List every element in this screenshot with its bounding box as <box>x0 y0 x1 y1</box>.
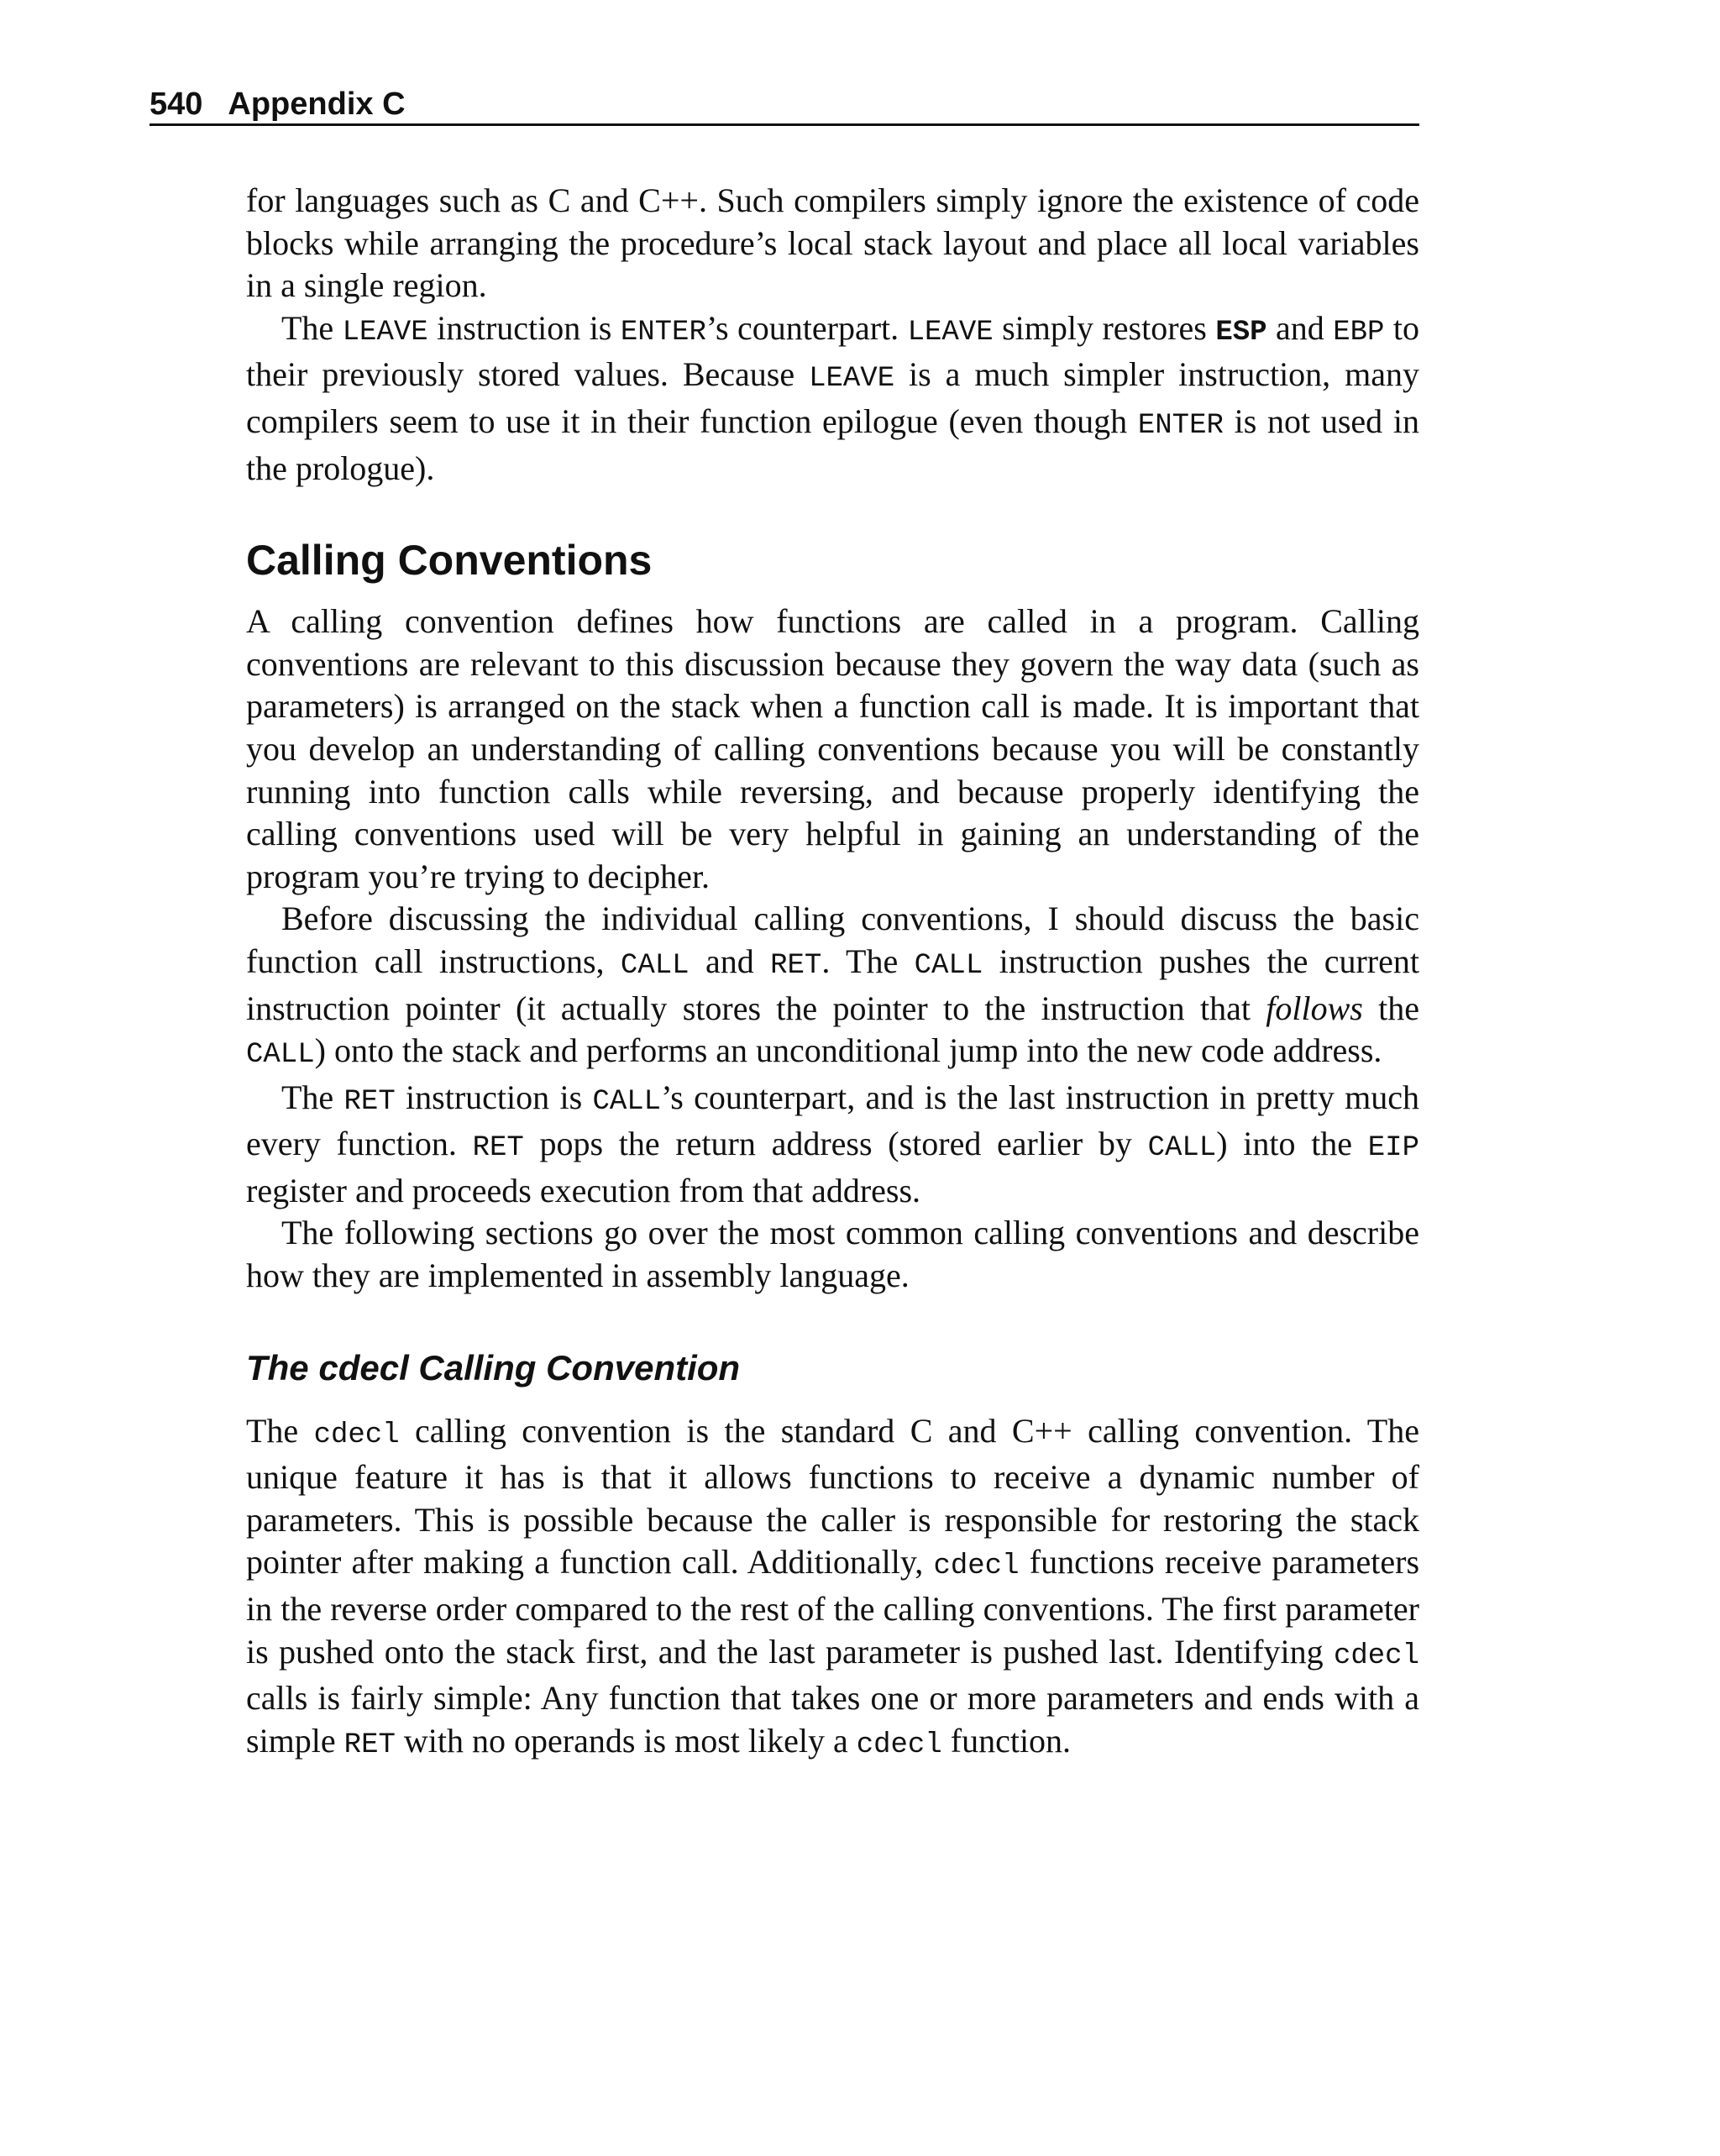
text-run: pops the return address (stored earlier by <box>523 1125 1148 1163</box>
text-run: calling convention is the standard C and C++ calling convention. The unique feature it has is that it allows functions to receive a dynamic number of parameters. This is possible because the caller is responsible for restoring the stack pointer after making a function call. Additionally, <box>246 1411 1419 1582</box>
inline-code: ENTER <box>1137 409 1224 442</box>
text-run: calls is fairly simple: Any function that takes one or more parameters and ends with a simple <box>246 1679 1419 1760</box>
text-run: ’s counterpart. <box>705 308 908 347</box>
page-number: 540 <box>149 87 203 122</box>
inline-code: CALL <box>246 1039 315 1072</box>
paragraph-ret-instruction <box>246 1077 1419 1213</box>
running-header <box>149 82 1419 126</box>
text-run: ) onto the stack and performs an unconditional jump into the new code address. <box>314 1031 1382 1070</box>
text-run: instruction is <box>395 1078 593 1116</box>
text-run: and <box>689 942 771 980</box>
inline-code: RET <box>770 949 822 982</box>
paragraph-continuation: for languages such as C and C++. Such compilers simply ignore the existence of code blocks while arranging the procedure’s local stack layout and place all local variables in a single region. <box>246 181 1419 305</box>
paragraph-leave-instruction <box>246 307 1419 490</box>
inline-code: CALL <box>914 949 983 982</box>
text-run: register and proceeds execution from that address. <box>246 1171 921 1209</box>
text-run: The <box>281 1078 344 1116</box>
inline-code: EBP <box>1333 316 1385 349</box>
text-run: Before discussing the individual calling conventions, I should discuss the basic function call instructions, <box>246 900 1419 980</box>
inline-code: LEAVE <box>809 363 895 396</box>
text-run: functions receive parameters in the reverse order compared to the rest of the calling conventions. The first parameter is pushed onto the stack first, and the last parameter is pushed last. Identifying <box>246 1543 1420 1671</box>
emphasis: follows <box>1266 989 1363 1027</box>
text-run: The <box>281 308 343 347</box>
inline-code: cdecl <box>856 1728 942 1761</box>
text-run: is not used in the prologue). <box>246 401 1419 487</box>
inline-code: cdecl <box>1333 1639 1419 1672</box>
paragraph-cdecl <box>246 1410 1419 1767</box>
text-run: to their previously stored values. Because <box>246 308 1419 394</box>
inline-code: CALL <box>592 1085 662 1118</box>
paragraph-call-ret-instructions <box>246 898 1419 1076</box>
text-run: with no operands is most likely a <box>395 1721 857 1760</box>
text-run: ) into the <box>1216 1125 1368 1163</box>
text-run: instruction is <box>427 308 621 347</box>
inline-code: LEAVE <box>342 316 428 349</box>
inline-code: cdecl <box>933 1550 1020 1583</box>
paragraph-following-sections: The following sections go over the most common calling conventions and describe how they are implemented in assembly language. <box>246 1214 1419 1295</box>
text-run: function. <box>941 1721 1072 1760</box>
running-title: Appendix C <box>228 87 406 122</box>
section-heading: Calling Conventions <box>246 537 653 585</box>
inline-code: RET <box>343 1085 396 1118</box>
inline-code: ENTER <box>620 316 706 349</box>
text-run: and <box>1266 308 1334 347</box>
inline-code: EIP <box>1367 1132 1419 1165</box>
inline-code: RET <box>472 1132 524 1165</box>
inline-code: cdecl <box>313 1419 400 1451</box>
text-run: instruction pushes the current instruction pointer (it actually stores the pointer to the instruction that <box>246 942 1419 1027</box>
text-run: ’s counterpart, and is the last instruction in pretty much every function. <box>246 1078 1420 1163</box>
inline-code: RET <box>343 1728 396 1761</box>
inline-code: LEAVE <box>907 316 994 349</box>
text-run: The <box>246 1411 314 1450</box>
text-run: is a much simpler instruction, many compilers seem to use it in their function epilogue (even though <box>246 355 1419 440</box>
inline-code-bold: ESP <box>1215 316 1267 349</box>
inline-code: CALL <box>1147 1132 1217 1165</box>
text-run: simply restores <box>993 308 1216 347</box>
text-run: . The <box>821 942 915 980</box>
page-body <box>246 180 1419 1766</box>
subsection-heading: The cdecl Calling Convention <box>246 1347 741 1387</box>
text-run: the <box>1362 989 1419 1027</box>
inline-code: CALL <box>620 949 690 982</box>
paragraph-calling-convention-definition: A calling convention defines how functions are called in a program. Calling conventions are relevant to this discussion because they govern the way data (such as parameters) is arranged on the stack when a function call is made. It is important that you develop an understanding of calling conventions because you will be constantly running into function calls while reversing, and because properly identifying the calling conventions used will be very helpful in gaining an understanding of the program you’re trying to decipher. <box>246 602 1419 895</box>
